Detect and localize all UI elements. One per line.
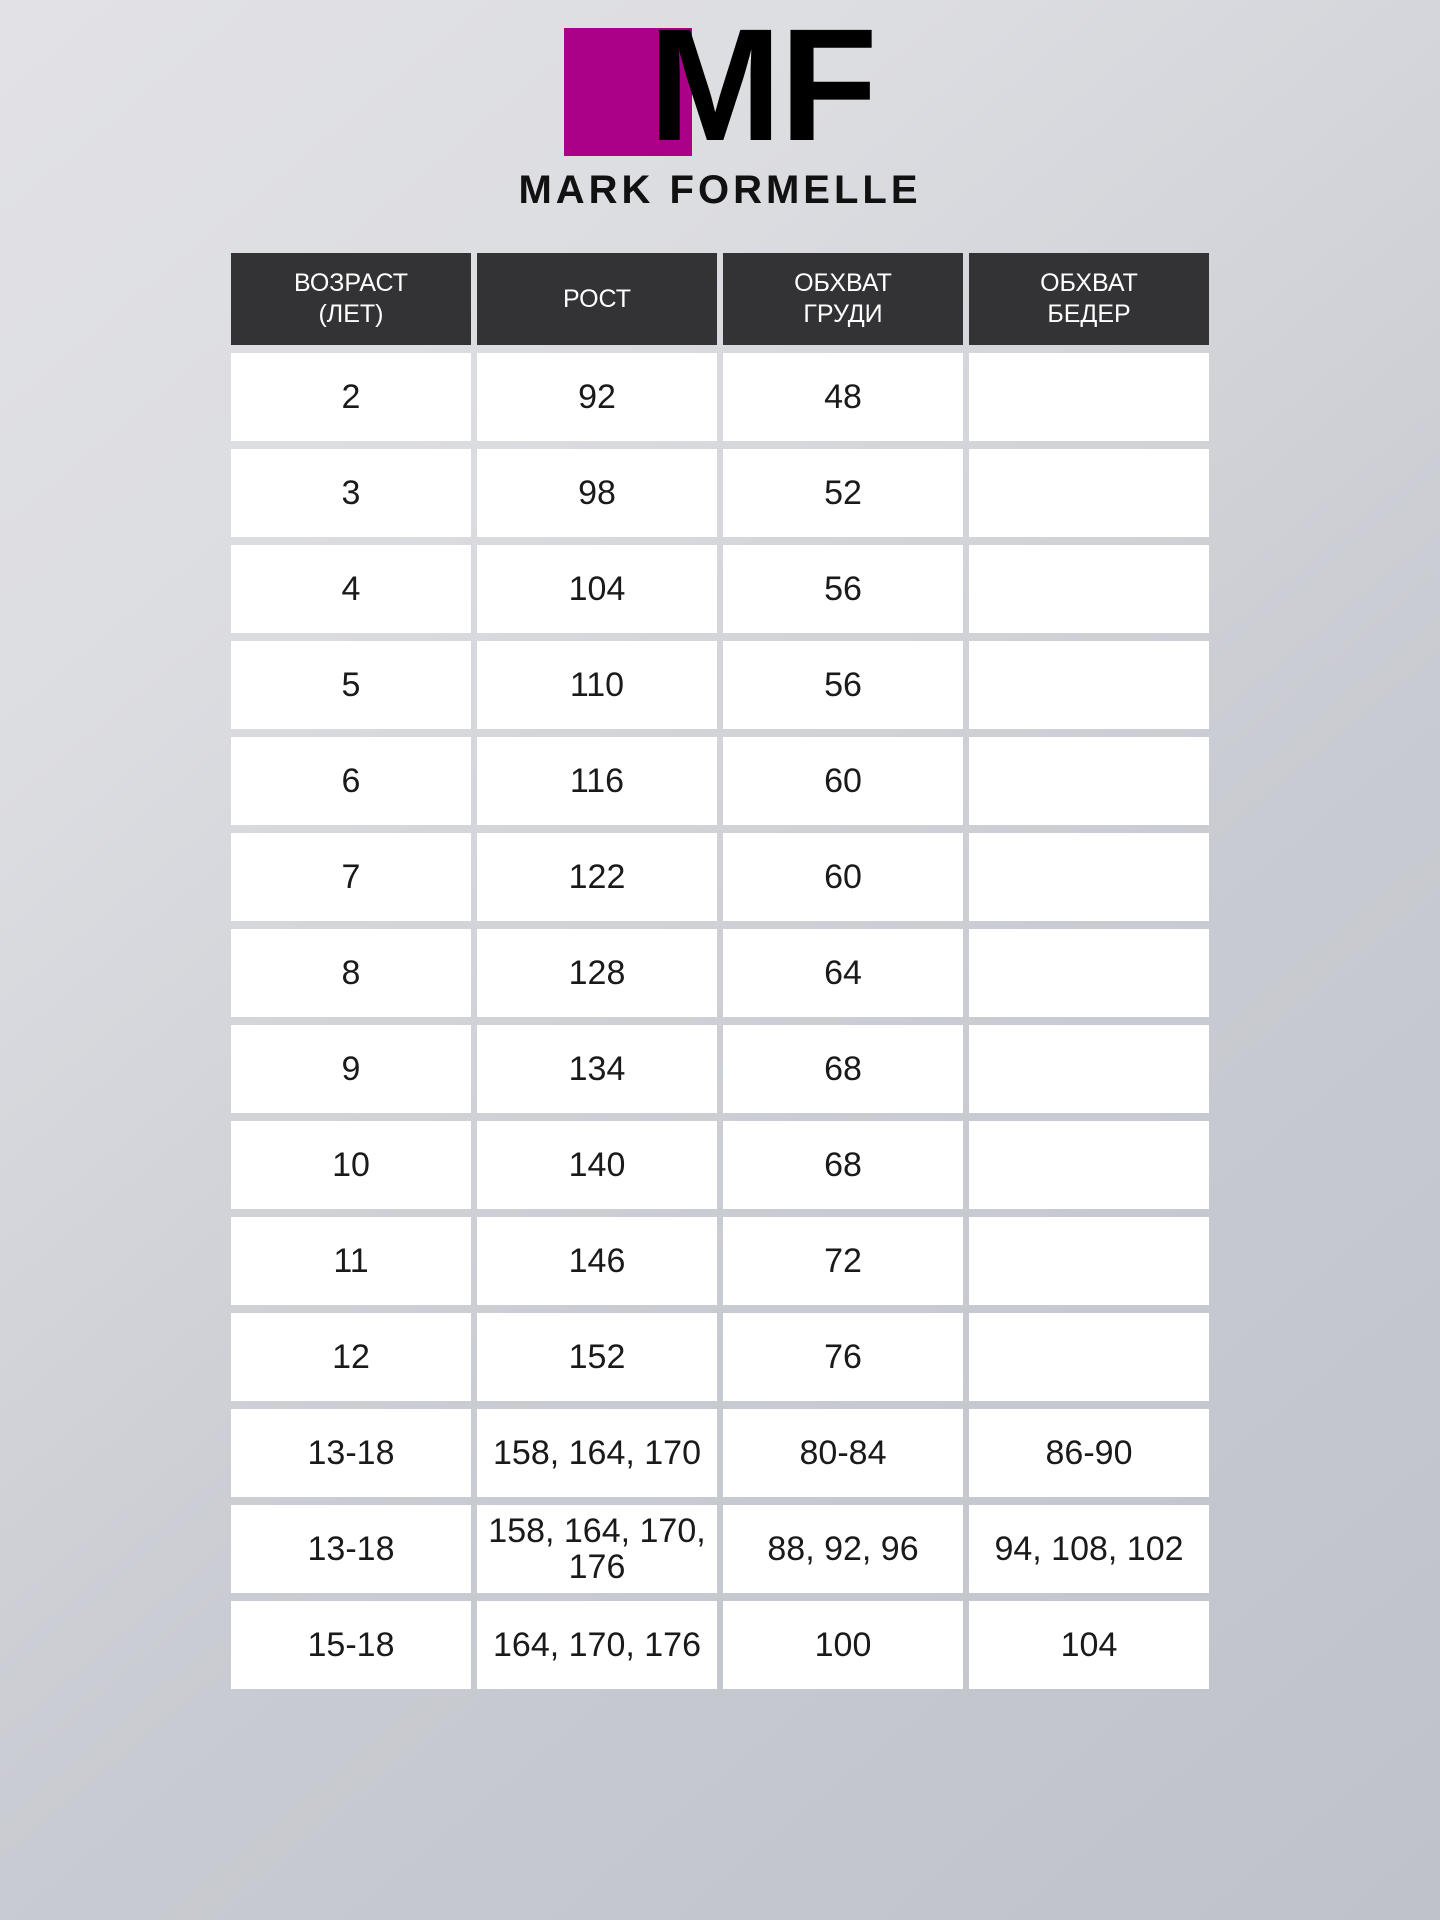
- cell-chest: 60: [723, 833, 963, 921]
- cell-hips: [969, 1217, 1209, 1305]
- cell-chest: 52: [723, 449, 963, 537]
- cell-hips: [969, 545, 1209, 633]
- cell-hips: [969, 833, 1209, 921]
- table-row: [231, 545, 1209, 633]
- cell-chest: 56: [723, 641, 963, 729]
- cell-height: 158, 164, 170: [477, 1409, 717, 1497]
- brand-logo: [0, 0, 1440, 213]
- cell-hips: [969, 449, 1209, 537]
- column-header-chest-line2: ГРУДИ: [803, 300, 883, 328]
- cell-height: 98: [477, 449, 717, 537]
- cell-hips: 104: [969, 1601, 1209, 1689]
- cell-hips: [969, 641, 1209, 729]
- cell-height: 116: [477, 737, 717, 825]
- cell-height: 110: [477, 641, 717, 729]
- column-header-height-line1: РОСТ: [562, 284, 632, 313]
- cell-height: 128: [477, 929, 717, 1017]
- column-header-chest: [723, 253, 963, 345]
- cell-hips: [969, 737, 1209, 825]
- cell-height: 146: [477, 1217, 717, 1305]
- table-row: [231, 449, 1209, 537]
- cell-hips: [969, 353, 1209, 441]
- table-row: [231, 929, 1209, 1017]
- table-row: [231, 737, 1209, 825]
- table-row: [231, 1121, 1209, 1209]
- cell-chest: 64: [723, 929, 963, 1017]
- cell-height: 158, 164, 170, 176: [477, 1505, 717, 1593]
- cell-chest: 60: [723, 737, 963, 825]
- column-header-hips-line2: БЕДЕР: [1047, 300, 1131, 328]
- cell-age: 8: [231, 929, 471, 1017]
- cell-chest: 56: [723, 545, 963, 633]
- cell-age: 7: [231, 833, 471, 921]
- logo-letters: MF: [648, 0, 876, 174]
- cell-chest: 68: [723, 1121, 963, 1209]
- cell-age: 4: [231, 545, 471, 633]
- cell-age: 6: [231, 737, 471, 825]
- table-row: [231, 833, 1209, 921]
- brand-wordmark: MARK FORMELLE: [518, 168, 922, 212]
- cell-chest: 80-84: [723, 1409, 963, 1497]
- cell-hips: [969, 1313, 1209, 1401]
- column-header-age-line2: (ЛЕТ): [318, 300, 384, 328]
- cell-chest: 88, 92, 96: [723, 1505, 963, 1593]
- cell-age: 10: [231, 1121, 471, 1209]
- cell-age: 11: [231, 1217, 471, 1305]
- cell-height: 134: [477, 1025, 717, 1113]
- table-row: [231, 641, 1209, 729]
- cell-chest: 48: [723, 353, 963, 441]
- cell-age: 2: [231, 353, 471, 441]
- cell-chest: 72: [723, 1217, 963, 1305]
- table-row: [231, 1601, 1209, 1689]
- cell-height: 152: [477, 1313, 717, 1401]
- table-row: [231, 1409, 1209, 1497]
- cell-age: 9: [231, 1025, 471, 1113]
- cell-hips: 94, 108, 102: [969, 1505, 1209, 1593]
- cell-chest: 100: [723, 1601, 963, 1689]
- table-row: [231, 1313, 1209, 1401]
- cell-hips: 86-90: [969, 1409, 1209, 1497]
- cell-age: 15-18: [231, 1601, 471, 1689]
- cell-hips: [969, 1121, 1209, 1209]
- cell-age: 5: [231, 641, 471, 729]
- cell-age: 12: [231, 1313, 471, 1401]
- cell-chest: 68: [723, 1025, 963, 1113]
- size-table-container: [225, 245, 1215, 1697]
- table-row: [231, 353, 1209, 441]
- size-table: [225, 245, 1215, 1697]
- cell-age: 13-18: [231, 1409, 471, 1497]
- table-header-row: [231, 253, 1209, 345]
- column-header-height: [477, 253, 717, 345]
- table-row: [231, 1505, 1209, 1593]
- cell-height: 104: [477, 545, 717, 633]
- cell-age: 3: [231, 449, 471, 537]
- cell-height: 140: [477, 1121, 717, 1209]
- cell-height: 92: [477, 353, 717, 441]
- cell-height: 122: [477, 833, 717, 921]
- column-header-chest-line1: ОБХВАТ: [794, 269, 892, 297]
- cell-age: 13-18: [231, 1505, 471, 1593]
- column-header-age-line1: ВОЗРАСТ: [293, 269, 408, 297]
- cell-chest: 76: [723, 1313, 963, 1401]
- table-row: [231, 1025, 1209, 1113]
- cell-height: 164, 170, 176: [477, 1601, 717, 1689]
- column-header-hips: [969, 253, 1209, 345]
- cell-hips: [969, 929, 1209, 1017]
- column-header-hips-line1: ОБХВАТ: [1040, 269, 1138, 297]
- cell-hips: [969, 1025, 1209, 1113]
- table-row: [231, 1217, 1209, 1305]
- logo-mark: [564, 0, 876, 174]
- column-header-age: [231, 253, 471, 345]
